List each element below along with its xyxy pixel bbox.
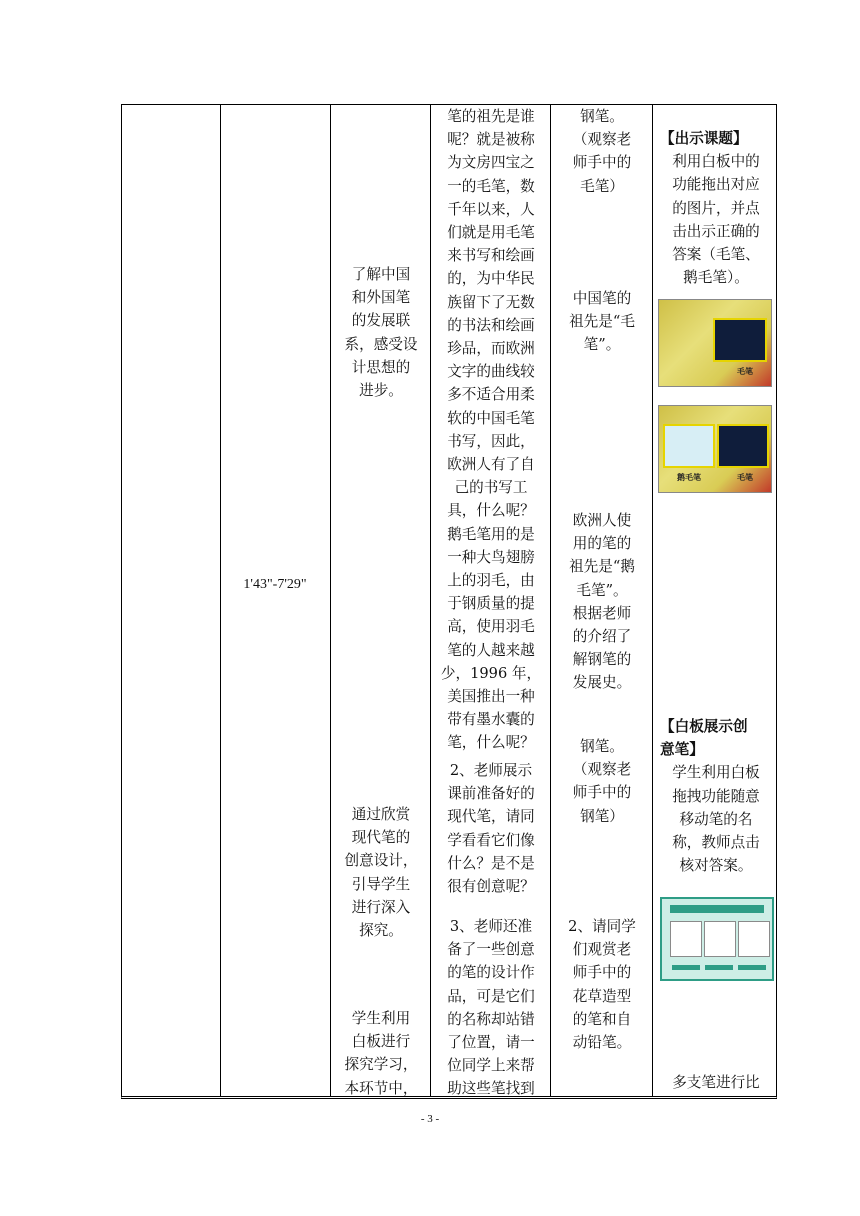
media-text-1: 利用白板中的 功能拖出对应 的图片，并点 击出示正确的 答案（毛笔、 鹅毛笔）。 bbox=[672, 153, 760, 287]
student-activity-5: 2、请同学 们观赏老 师手中的 花草造型 的笔和自 动铅笔。 bbox=[568, 918, 636, 1052]
student-activity-1: 钢笔。 （观察老 师手中的 毛笔） bbox=[572, 108, 632, 195]
column-divider bbox=[220, 105, 221, 1096]
goal-text-1: 了解中国 和外国笔 的发展联 系，感受设 计思想的 进步。 bbox=[344, 266, 418, 400]
media-heading-1: 【出示课题】 bbox=[660, 130, 748, 147]
page-number: - 3 - bbox=[420, 1113, 440, 1125]
teacher-activity-2: 2、老师展示 课前准备好的 现代笔，请同 学看看它们像 什么？是不是 很有创意呢？ bbox=[447, 762, 535, 896]
creative-pen-whiteboard-thumbnail bbox=[660, 897, 774, 981]
column-divider bbox=[652, 105, 653, 1096]
brush-image-thumbnail: 毛笔 bbox=[658, 299, 772, 387]
media-section-3 bbox=[654, 1071, 778, 1094]
student-activity-4: 钢笔。 （观察老 师手中的 钢笔） bbox=[572, 738, 632, 825]
column-divider bbox=[330, 105, 331, 1096]
media-section-1 bbox=[654, 127, 778, 289]
teacher-activity-1: 笔的祖先是谁 呢？就是被称 为文房四宝之 一的毛笔，数 千年以来，人 们就是用毛笔 来书写和绘画 的，为中华民 族留下了无数 的书法和绘画 珍品，而欧洲 文字的曲线较 多不适合用柔 软的中国毛笔 书写，因此， 欧洲人有了自 己的书写工 具，什么呢？ 鹅毛笔用的是 一种大鸟翅膀 上的羽毛，由 于钢质量的提 高，使用羽毛 笔的人越来越 少，1996 年， 美国推出一种 带有墨水囊的 笔，什么呢？ bbox=[440, 108, 542, 752]
time-cell: 1'43"-7'29" bbox=[243, 577, 307, 592]
media-text-2: 学生利用白板 拖拽功能随意 移动笔的名 称，教师点击 核对答案。 bbox=[672, 764, 760, 875]
student-activity-2: 中国笔的 祖先是“毛 笔”。 bbox=[569, 290, 635, 354]
column-divider bbox=[550, 105, 551, 1096]
media-heading-2: 【白板展示创 意笔】 bbox=[660, 718, 748, 759]
quill-brush-image-thumbnail: 鹅毛笔 毛笔 bbox=[658, 405, 772, 493]
column-divider bbox=[430, 105, 431, 1096]
media-section-2 bbox=[654, 715, 778, 877]
goal-text-2: 通过欣赏 现代笔的 创意设计， 引导学生 进行深入 探究。 bbox=[344, 806, 418, 940]
media-text-3: 多支笔进行比 bbox=[672, 1074, 760, 1091]
lesson-plan-table bbox=[121, 104, 777, 1099]
student-activity-3: 欧洲人使 用的笔的 祖先是“鹅 毛笔”。 根据老师 的介绍了 解钢笔的 发展史。 bbox=[569, 512, 635, 692]
teacher-activity-3: 3、老师还准 备了一些创意 的笔的设计作 品，可是它们 的名称却站错 了位置，请一 位同学上来帮 助这些笔找到 bbox=[447, 918, 535, 1098]
goal-text-3: 学生利用 白板进行 探究学习， 本环节中， bbox=[344, 1010, 418, 1097]
